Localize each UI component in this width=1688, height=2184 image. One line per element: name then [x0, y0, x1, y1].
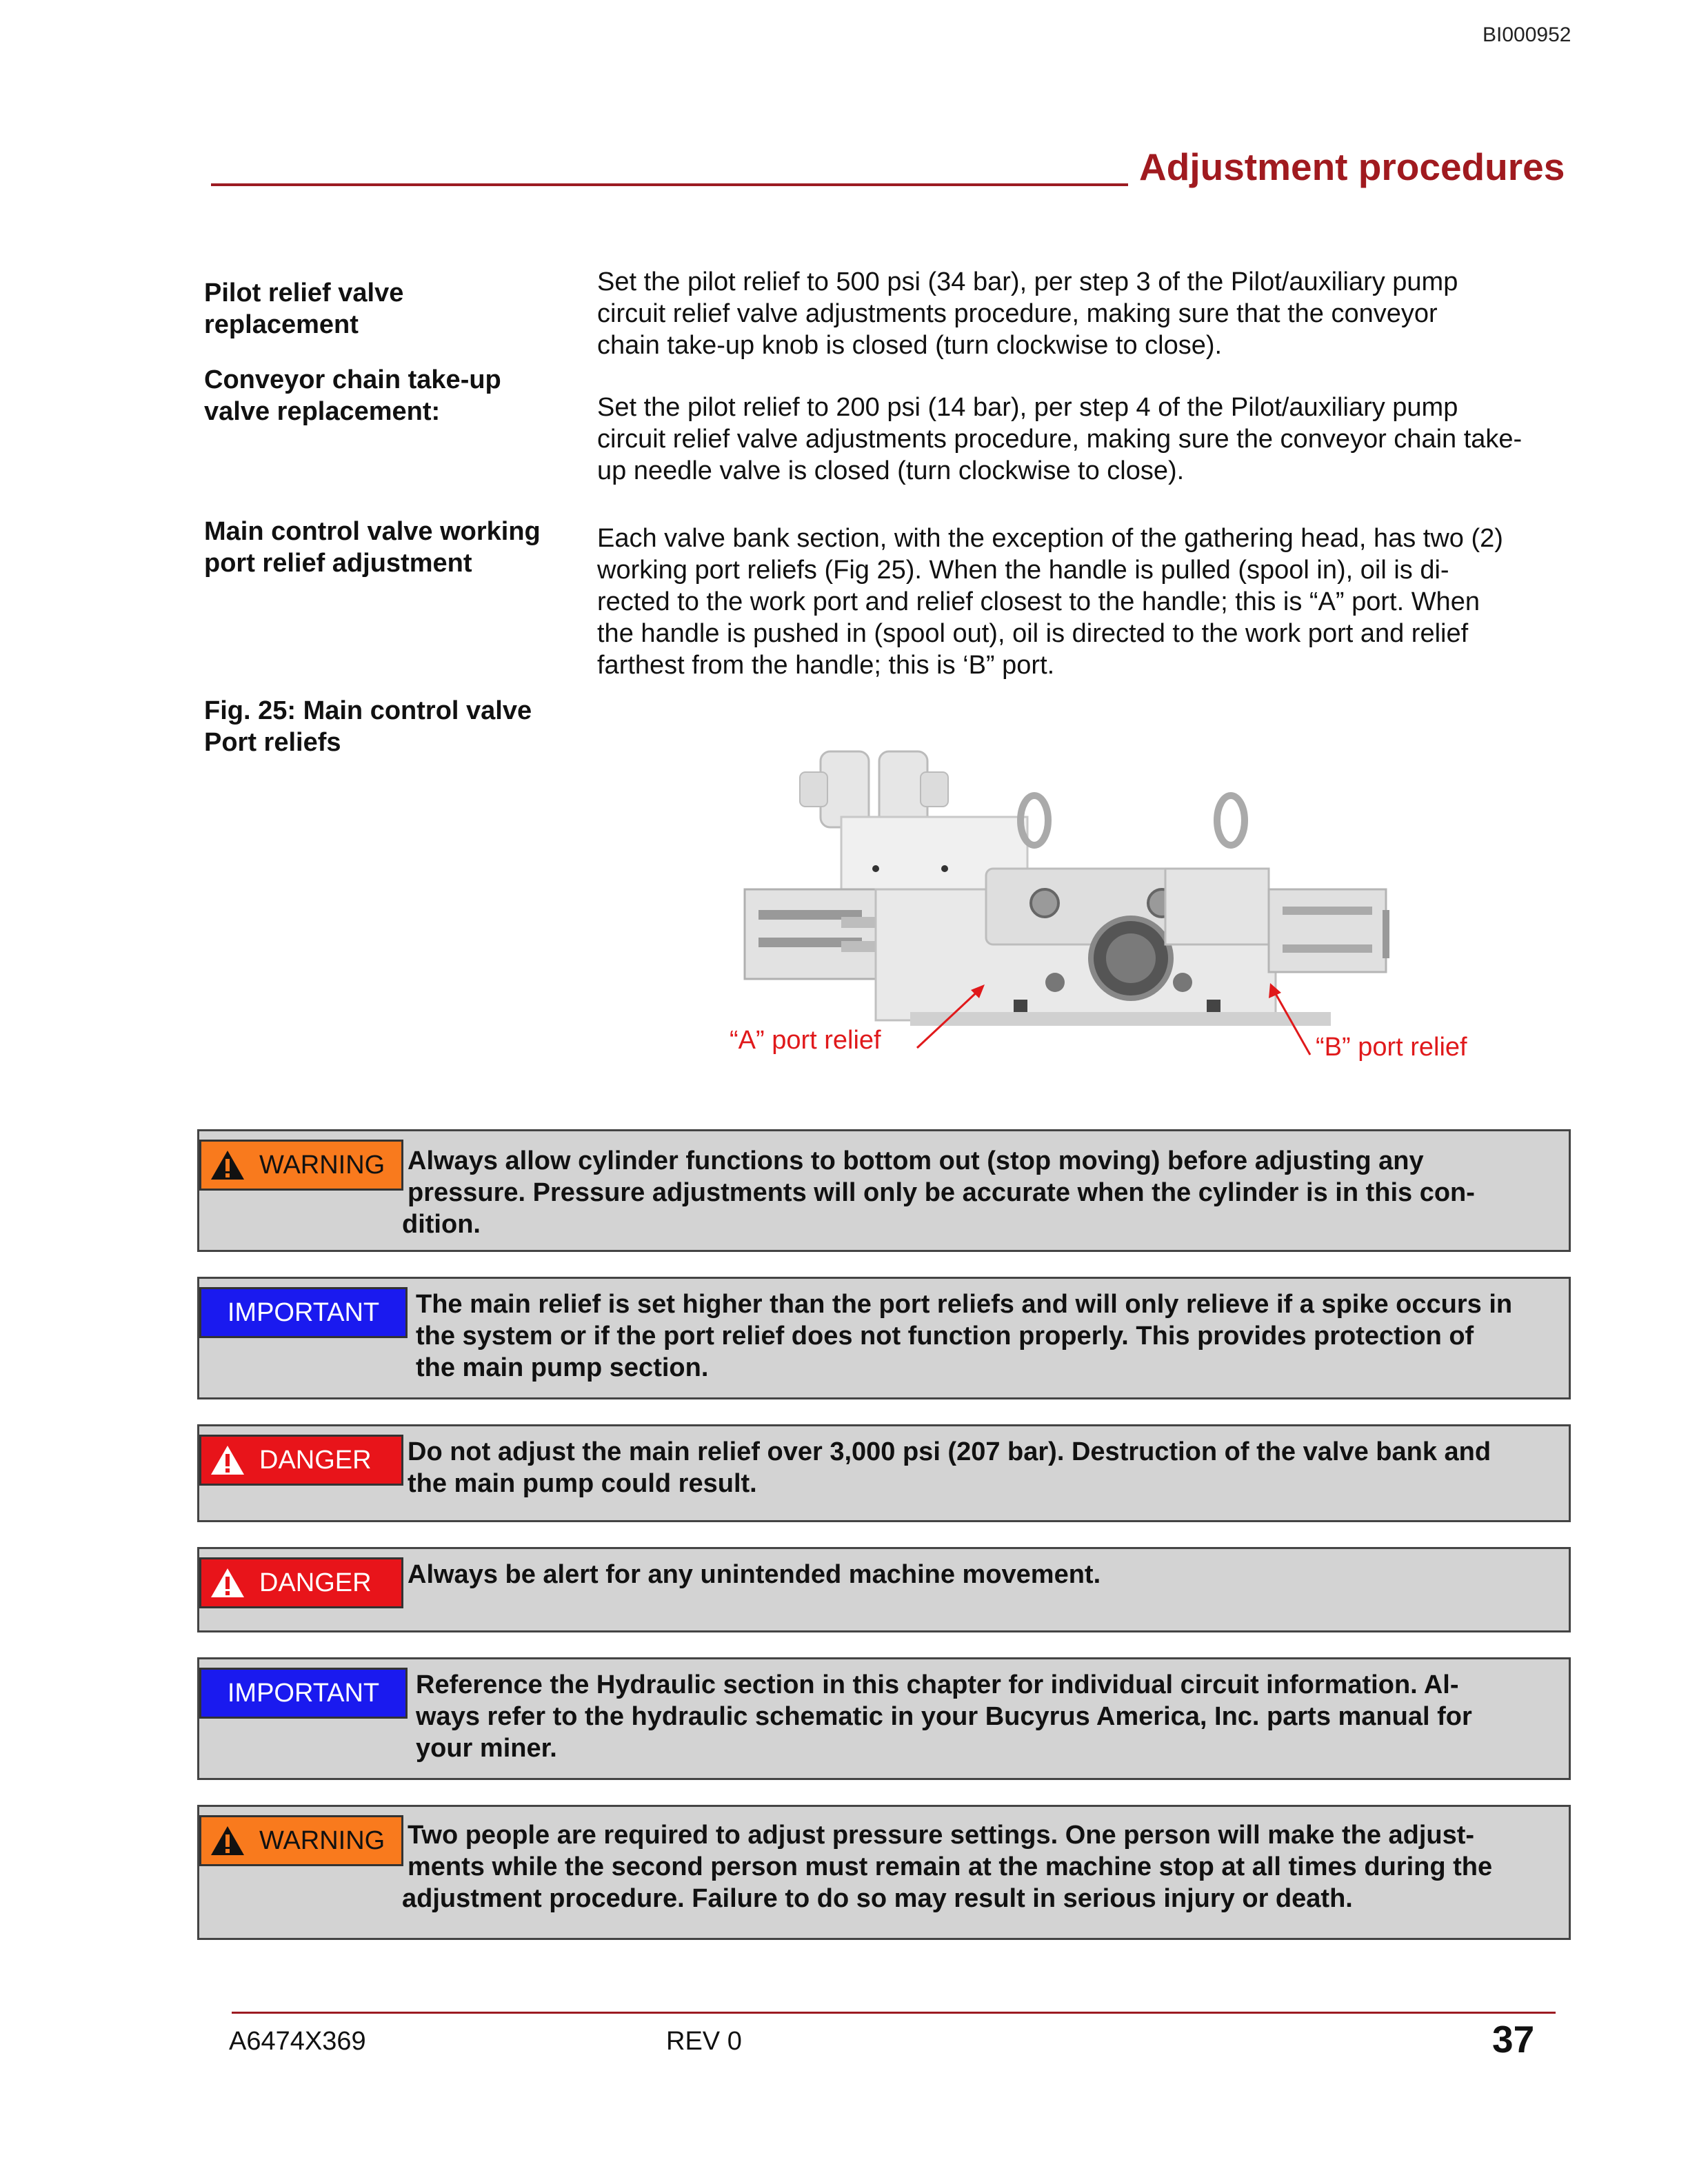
warning-triangle-icon: [210, 1444, 245, 1476]
text-line: Each valve bank section, with the exception of the gathering head, has two (2): [597, 524, 1503, 553]
label-line: Pilot relief valve: [204, 279, 404, 307]
danger-notice: [197, 1424, 1571, 1522]
notice-text: [408, 1559, 1566, 1590]
notice-line: the main pump could result.: [408, 1469, 757, 1498]
figure-caption: [204, 695, 576, 758]
notice-text: [416, 1669, 1567, 1764]
label-pilot-relief-valve-replacement: [204, 277, 576, 341]
label-line: valve replacement:: [204, 397, 441, 426]
label-main-control-valve-port-relief: [204, 516, 576, 579]
section-title: Adjustment procedures: [1139, 145, 1565, 188]
danger-notice: [197, 1547, 1571, 1632]
important-badge: [199, 1668, 408, 1719]
important-badge: [199, 1287, 408, 1338]
label-conveyor-chain-take-up: [204, 364, 576, 427]
danger-badge: [199, 1557, 403, 1608]
notice-line: pressure. Pressure adjustments will only be accurate when the cylinder is in this con-: [408, 1178, 1475, 1207]
footer-revision: REV 0: [666, 2027, 742, 2056]
warning-triangle-icon: [210, 1825, 245, 1857]
notice-text: [408, 1436, 1566, 1499]
warning-notice: [197, 1129, 1571, 1252]
notice-line: ways refer to the hydraulic schematic in your Bucyrus America, Inc. parts manual for: [416, 1702, 1472, 1731]
notice-line: The main relief is set higher than the port reliefs and will only relieve if a spike occurs in: [416, 1290, 1513, 1319]
notice-line: the main pump section.: [416, 1353, 709, 1382]
notice-text: [402, 1145, 1566, 1240]
text-line: circuit relief valve adjustments procedure, making sure the conveyor chain take-: [597, 425, 1523, 454]
notice-line: adjustment procedure. Failure to do so may result in serious injury or death.: [402, 1884, 1353, 1913]
notice-line: ments while the second person must remain at the machine stop at all times during the: [408, 1852, 1493, 1881]
danger-badge: [199, 1435, 403, 1486]
notice-line: Two people are required to adjust pressure settings. One person will make the adjust-: [408, 1821, 1475, 1850]
text-line: Set the pilot relief to 200 psi (14 bar), per step 4 of the Pilot/auxiliary pump: [597, 393, 1458, 422]
text-conveyor-chain-take-up: [597, 392, 1569, 487]
header-rule: [211, 183, 1128, 186]
warning-triangle-icon: [210, 1149, 245, 1181]
text-line: chain take-up knob is closed (turn clockwise to close).: [597, 331, 1223, 360]
warning-notice: [197, 1805, 1571, 1940]
important-notice: [197, 1657, 1571, 1780]
callout-a-port-relief: “A” port relief: [730, 1026, 881, 1055]
footer-doc-number: A6474X369: [229, 2027, 366, 2056]
notice-line: Do not adjust the main relief over 3,000 psi (207 bar). Destruction of the valve bank and: [408, 1437, 1491, 1466]
text-line: the handle is pushed in (spool out), oil is directed to the work port and relief: [597, 619, 1469, 648]
badge-label: DANGER: [259, 1445, 372, 1475]
caption-line: Fig. 25: Main control valve: [204, 696, 532, 725]
label-line: Main control valve working: [204, 517, 541, 546]
text-line: working port reliefs (Fig 25). When the handle is pulled (spool in), oil is di-: [597, 556, 1449, 585]
notice-line: the system or if the port relief does not function properly. This provides protection of: [416, 1322, 1474, 1351]
text-pilot-relief-valve-replacement: [597, 266, 1569, 361]
callout-a-arrow: [910, 979, 993, 1055]
label-line: Conveyor chain take-up: [204, 365, 501, 394]
text-line: Set the pilot relief to 500 psi (34 bar), per step 3 of the Pilot/auxiliary pump: [597, 267, 1458, 296]
callout-b-port-relief: “B” port relief: [1316, 1033, 1467, 1062]
important-notice: [197, 1277, 1571, 1399]
document-id: BI000952: [1483, 23, 1571, 46]
badge-label: DANGER: [259, 1568, 372, 1597]
notice-line: your miner.: [416, 1734, 557, 1763]
notice-line: dition.: [402, 1210, 481, 1239]
notice-text: [402, 1819, 1566, 1914]
text-line: rected to the work port and relief closest to the handle; this is “A” port. When: [597, 587, 1480, 616]
label-line: replacement: [204, 310, 359, 339]
page-number: 37: [1492, 2018, 1535, 2061]
warning-badge: [199, 1815, 403, 1866]
text-line: farthest from the handle; this is ‘B” port.: [597, 651, 1055, 680]
notice-line: Reference the Hydraulic section in this chapter for individual circuit information. Al-: [416, 1670, 1459, 1699]
label-line: port relief adjustment: [204, 549, 472, 578]
text-line: up needle valve is closed (turn clockwise to close).: [597, 456, 1185, 485]
footer-rule: [232, 2012, 1556, 2014]
badge-label: IMPORTANT: [227, 1678, 380, 1708]
caption-line: Port reliefs: [204, 728, 341, 757]
badge-label: WARNING: [259, 1150, 385, 1180]
badge-label: IMPORTANT: [227, 1297, 380, 1327]
notice-line: Always allow cylinder functions to bottom out (stop moving) before adjusting any: [408, 1146, 1424, 1175]
callout-b-arrow: [1262, 979, 1317, 1062]
text-main-control-valve-port-relief: [597, 523, 1569, 681]
badge-label: WARNING: [259, 1826, 385, 1855]
warning-triangle-icon: [210, 1567, 245, 1599]
warning-badge: [199, 1140, 403, 1191]
notice-line: Always be alert for any unintended machine movement.: [408, 1560, 1101, 1589]
notice-text: [416, 1288, 1567, 1384]
text-line: circuit relief valve adjustments procedure, making sure that the conveyor: [597, 299, 1438, 328]
